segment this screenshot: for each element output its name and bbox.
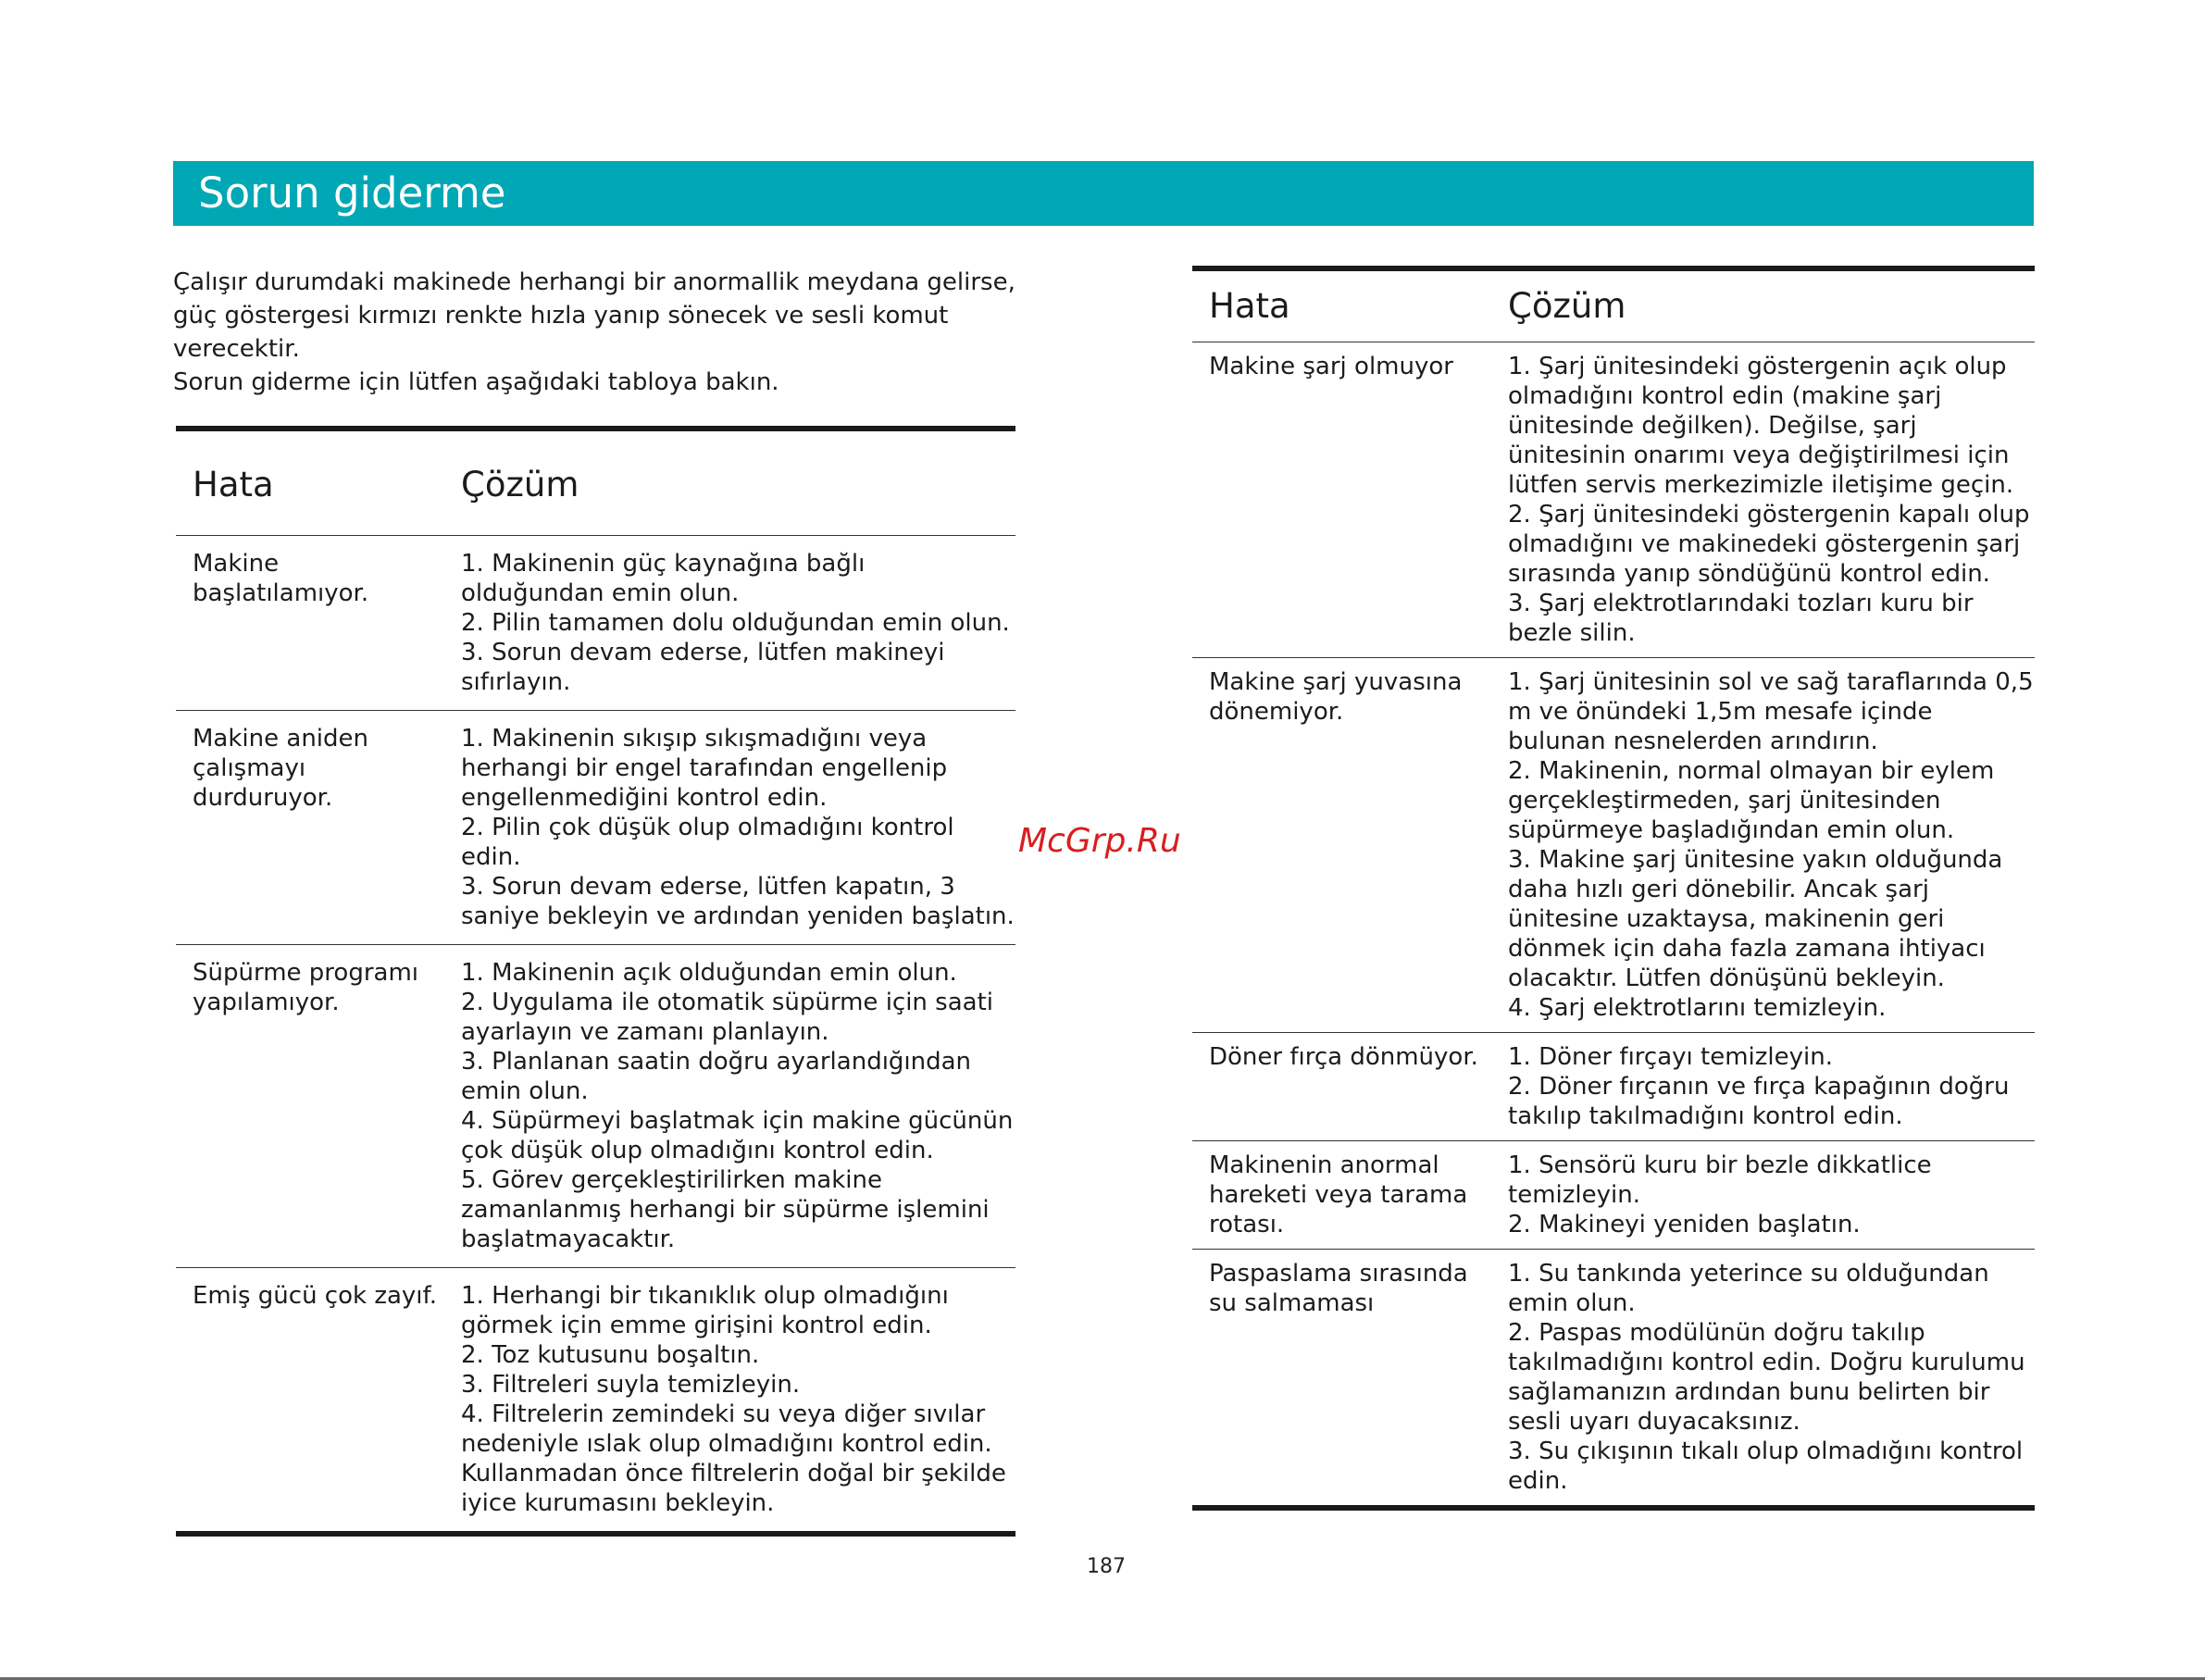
fault-cell: Makine şarj olmuyor bbox=[1192, 342, 1491, 658]
solution-cell: 1. Makinenin açık olduğundan emin olun. 2. Uygulama ile otomatik süpürme için saati ayarlayın ve zamanı planlayın. 3. Planlanan saatin doğru ayarlandığından emin olun. 4. Süpürmeyi başlatmak için makine gücünün çok düşük olup olmadığını kontrol edin. 5. Görev gerçekleştirilirken makine zamanlanmış herhangi bir süpürme işlemini başlatmayacaktır. bbox=[444, 945, 1015, 1268]
page-title: Sorun giderme bbox=[198, 168, 506, 218]
table-row bbox=[1192, 1033, 2035, 1141]
fault-cell: Döner fırça dönmüyor. bbox=[1192, 1033, 1491, 1141]
solution-cell: 1. Herhangi bir tıkanıklık olup olmadığını görmek için emme girişini kontrol edin. 2. Toz kutusunu boşaltın. 3. Filtreleri suyla temizleyin. 4. Filtrelerin zemindeki su veya diğer sıvılar nedeniyle ıslak olup olmadığını kontrol edin. Kullanmadan önce filtrelerin doğal bir şekilde iyice kurumasını bekleyin. bbox=[461, 1282, 1006, 1517]
table-row bbox=[1192, 1250, 2035, 1509]
solution-cell: 1. Makinenin sıkışıp sıkışmadığını veya herhangi bir engel tarafından engellenip engellenmediğini kontrol edin. 2. Pilin çok düşük olup olmadığını kontrol edin. 3. Sorun devam ederse, lütfen kapatın, 3 saniye bekleyin ve ardından yeniden başlatın. bbox=[444, 711, 1015, 945]
troubleshooting-table-right bbox=[1192, 266, 2035, 1511]
column-header-solution: Çözüm bbox=[444, 429, 1015, 536]
intro-paragraph-1: Çalışır durumdaki makinede herhangi bir anormallik meydana gelirse, güç göstergesi kırmızı renkte hızla yanıp sönecek ve sesli komut verecektir. bbox=[173, 268, 1015, 363]
table-row bbox=[176, 1268, 1015, 1535]
table-row bbox=[176, 536, 1015, 711]
table-row bbox=[1192, 342, 2035, 658]
table-row bbox=[176, 711, 1015, 945]
table-row bbox=[176, 945, 1015, 1268]
solution-cell: 1. Sensörü kuru bir bezle dikkatlice temizleyin. 2. Makineyi yeniden başlatın. bbox=[1491, 1141, 2035, 1250]
column-header-solution: Çözüm bbox=[1491, 268, 2035, 342]
table-row bbox=[1192, 1141, 2035, 1250]
column-header-fault: Hata bbox=[176, 429, 444, 536]
page-number: 187 bbox=[1087, 1555, 1126, 1578]
solution-cell: 1. Şarj ünitesindeki göstergenin açık olup olmadığını kontrol edin (makine şarj ünitesinde değilken). Değilse, şarj ünitesinin onarımı veya değiştirilmesi için lütfen servis merkezimizle iletişime geçin. 2. Şarj ünitesindeki göstergenin kapalı olup olmadığını ve makinedeki göstergenin şarj sırasında yanıp söndüğünü kontrol edin. 3. Şarj elektrotlarındaki tozları kuru bir bezle silin. bbox=[1491, 342, 2035, 658]
fault-cell: Emiş gücü çok zayıf. bbox=[193, 1282, 438, 1310]
troubleshooting-table-left bbox=[176, 426, 1015, 1537]
solution-cell: 1. Makinenin güç kaynağına bağlı olduğundan emin olun. 2. Pilin tamamen dolu olduğundan emin olun. 3. Sorun devam ederse, lütfen makineyi sıfırlayın. bbox=[444, 536, 1015, 711]
table-header-row bbox=[176, 429, 1015, 536]
fault-cell: Paspaslama sırasında su salmaması bbox=[1209, 1260, 1468, 1317]
fault-cell: Makine başlatılamıyor. bbox=[176, 536, 444, 711]
fault-cell: Makinenin anormal hareketi veya tarama rotası. bbox=[1192, 1141, 1491, 1250]
table-row bbox=[1192, 658, 2035, 1033]
title-banner bbox=[173, 161, 2034, 226]
table-header-row bbox=[1192, 268, 2035, 342]
fault-cell: Makine aniden çalışmayı durduruyor. bbox=[176, 711, 444, 945]
intro-paragraph-2: Sorun giderme için lütfen aşağıdaki tabloya bakın. bbox=[173, 368, 779, 396]
solution-cell: 1. Su tankında yeterince su olduğundan emin olun. 2. Paspas modülünün doğru takılıp takılmadığını kontrol edin. Doğru kurulumu sağlamanızın ardından bunu belirten bir sesli uyarı duyacaksınız. 3. Su çıkışının tıkalı olup olmadığını kontrol edin. bbox=[1508, 1260, 2025, 1495]
fault-cell: Süpürme programı yapılamıyor. bbox=[176, 945, 444, 1268]
column-header-fault: Hata bbox=[1192, 268, 1491, 342]
solution-cell: 1. Döner fırçayı temizleyin. 2. Döner fırçanın ve fırça kapağının doğru takılıp takılmadığını kontrol edin. bbox=[1491, 1033, 2035, 1141]
fault-cell: Makine şarj yuvasına dönemiyor. bbox=[1192, 658, 1491, 1033]
watermark: McGrp.Ru bbox=[1018, 822, 1181, 860]
solution-cell: 1. Şarj ünitesinin sol ve sağ taraflarında 0,5 m ve önündeki 1,5m mesafe içinde bulunan nesnelerden arındırın. 2. Makinenin, normal olmayan bir eylem gerçekleştirmeden, şarj ünitesinden süpürmeye başladığından emin olun. 3. Makine şarj ünitesine yakın olduğunda daha hızlı geri dönebilir. Ancak şarj ünitesine uzaktaysa, makinenin geri dönmek için daha fazla zamana ihtiyacı olacaktır. Lütfen dönüşünü bekleyin. 4. Şarj elektrotlarını temizleyin. bbox=[1491, 658, 2035, 1033]
intro-text bbox=[173, 266, 1025, 399]
